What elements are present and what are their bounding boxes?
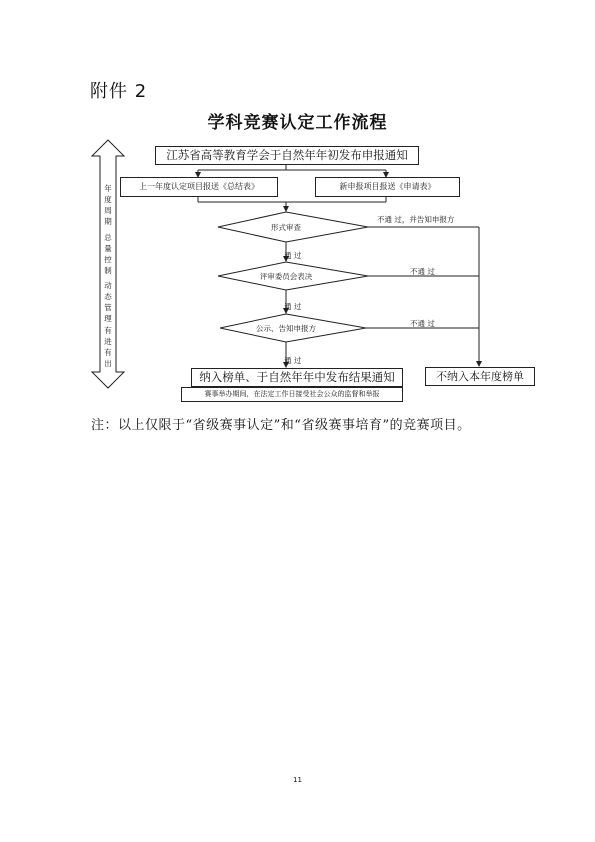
summary-box: 上一年度认定项目报送《总结表》: [120, 177, 278, 197]
notice-box: 江苏省高等教育学会于自然年年初发布申报通知: [155, 146, 419, 165]
pass-label-1: 通 过: [284, 251, 302, 260]
side-label-inout: 有进有出: [104, 326, 112, 368]
footnote: 注：以上仅限于“省级赛事认定”和“省级赛事培育”的竞赛项目。: [91, 418, 471, 433]
supervision-note-box: 赛事举办期间，在法定工作日接受社会公众的监督和举报: [181, 387, 403, 402]
application-box: 新申报项目报送《申请表》: [315, 177, 460, 197]
page-number: 11: [293, 776, 302, 784]
fail-label-2: 不通 过: [410, 267, 435, 276]
step1-label: 形式审查: [271, 223, 301, 232]
reject-box: 不纳入本年度榜单: [425, 367, 535, 386]
result-box: 纳入榜单、于自然年年中发布结果通知: [191, 368, 403, 387]
page-title: 学科竞赛认定工作流程: [207, 113, 388, 133]
side-label-dynamic: 动态管理: [104, 281, 112, 323]
side-label-cycle: 年度周期: [104, 184, 112, 226]
fail-label-3: 不通 过: [410, 319, 435, 328]
pass-label-2: 通 过: [284, 302, 302, 311]
attachment-label: 附件 2: [90, 81, 148, 102]
fail-label-1: 不通 过，并告知申报方: [377, 215, 455, 224]
pass-label-3: 通 过: [284, 356, 302, 365]
step2-label: 评审委员会表决: [259, 272, 313, 281]
step3-label: 公示、告知申报方: [256, 324, 316, 333]
side-label-total: 总量控制: [104, 233, 112, 275]
